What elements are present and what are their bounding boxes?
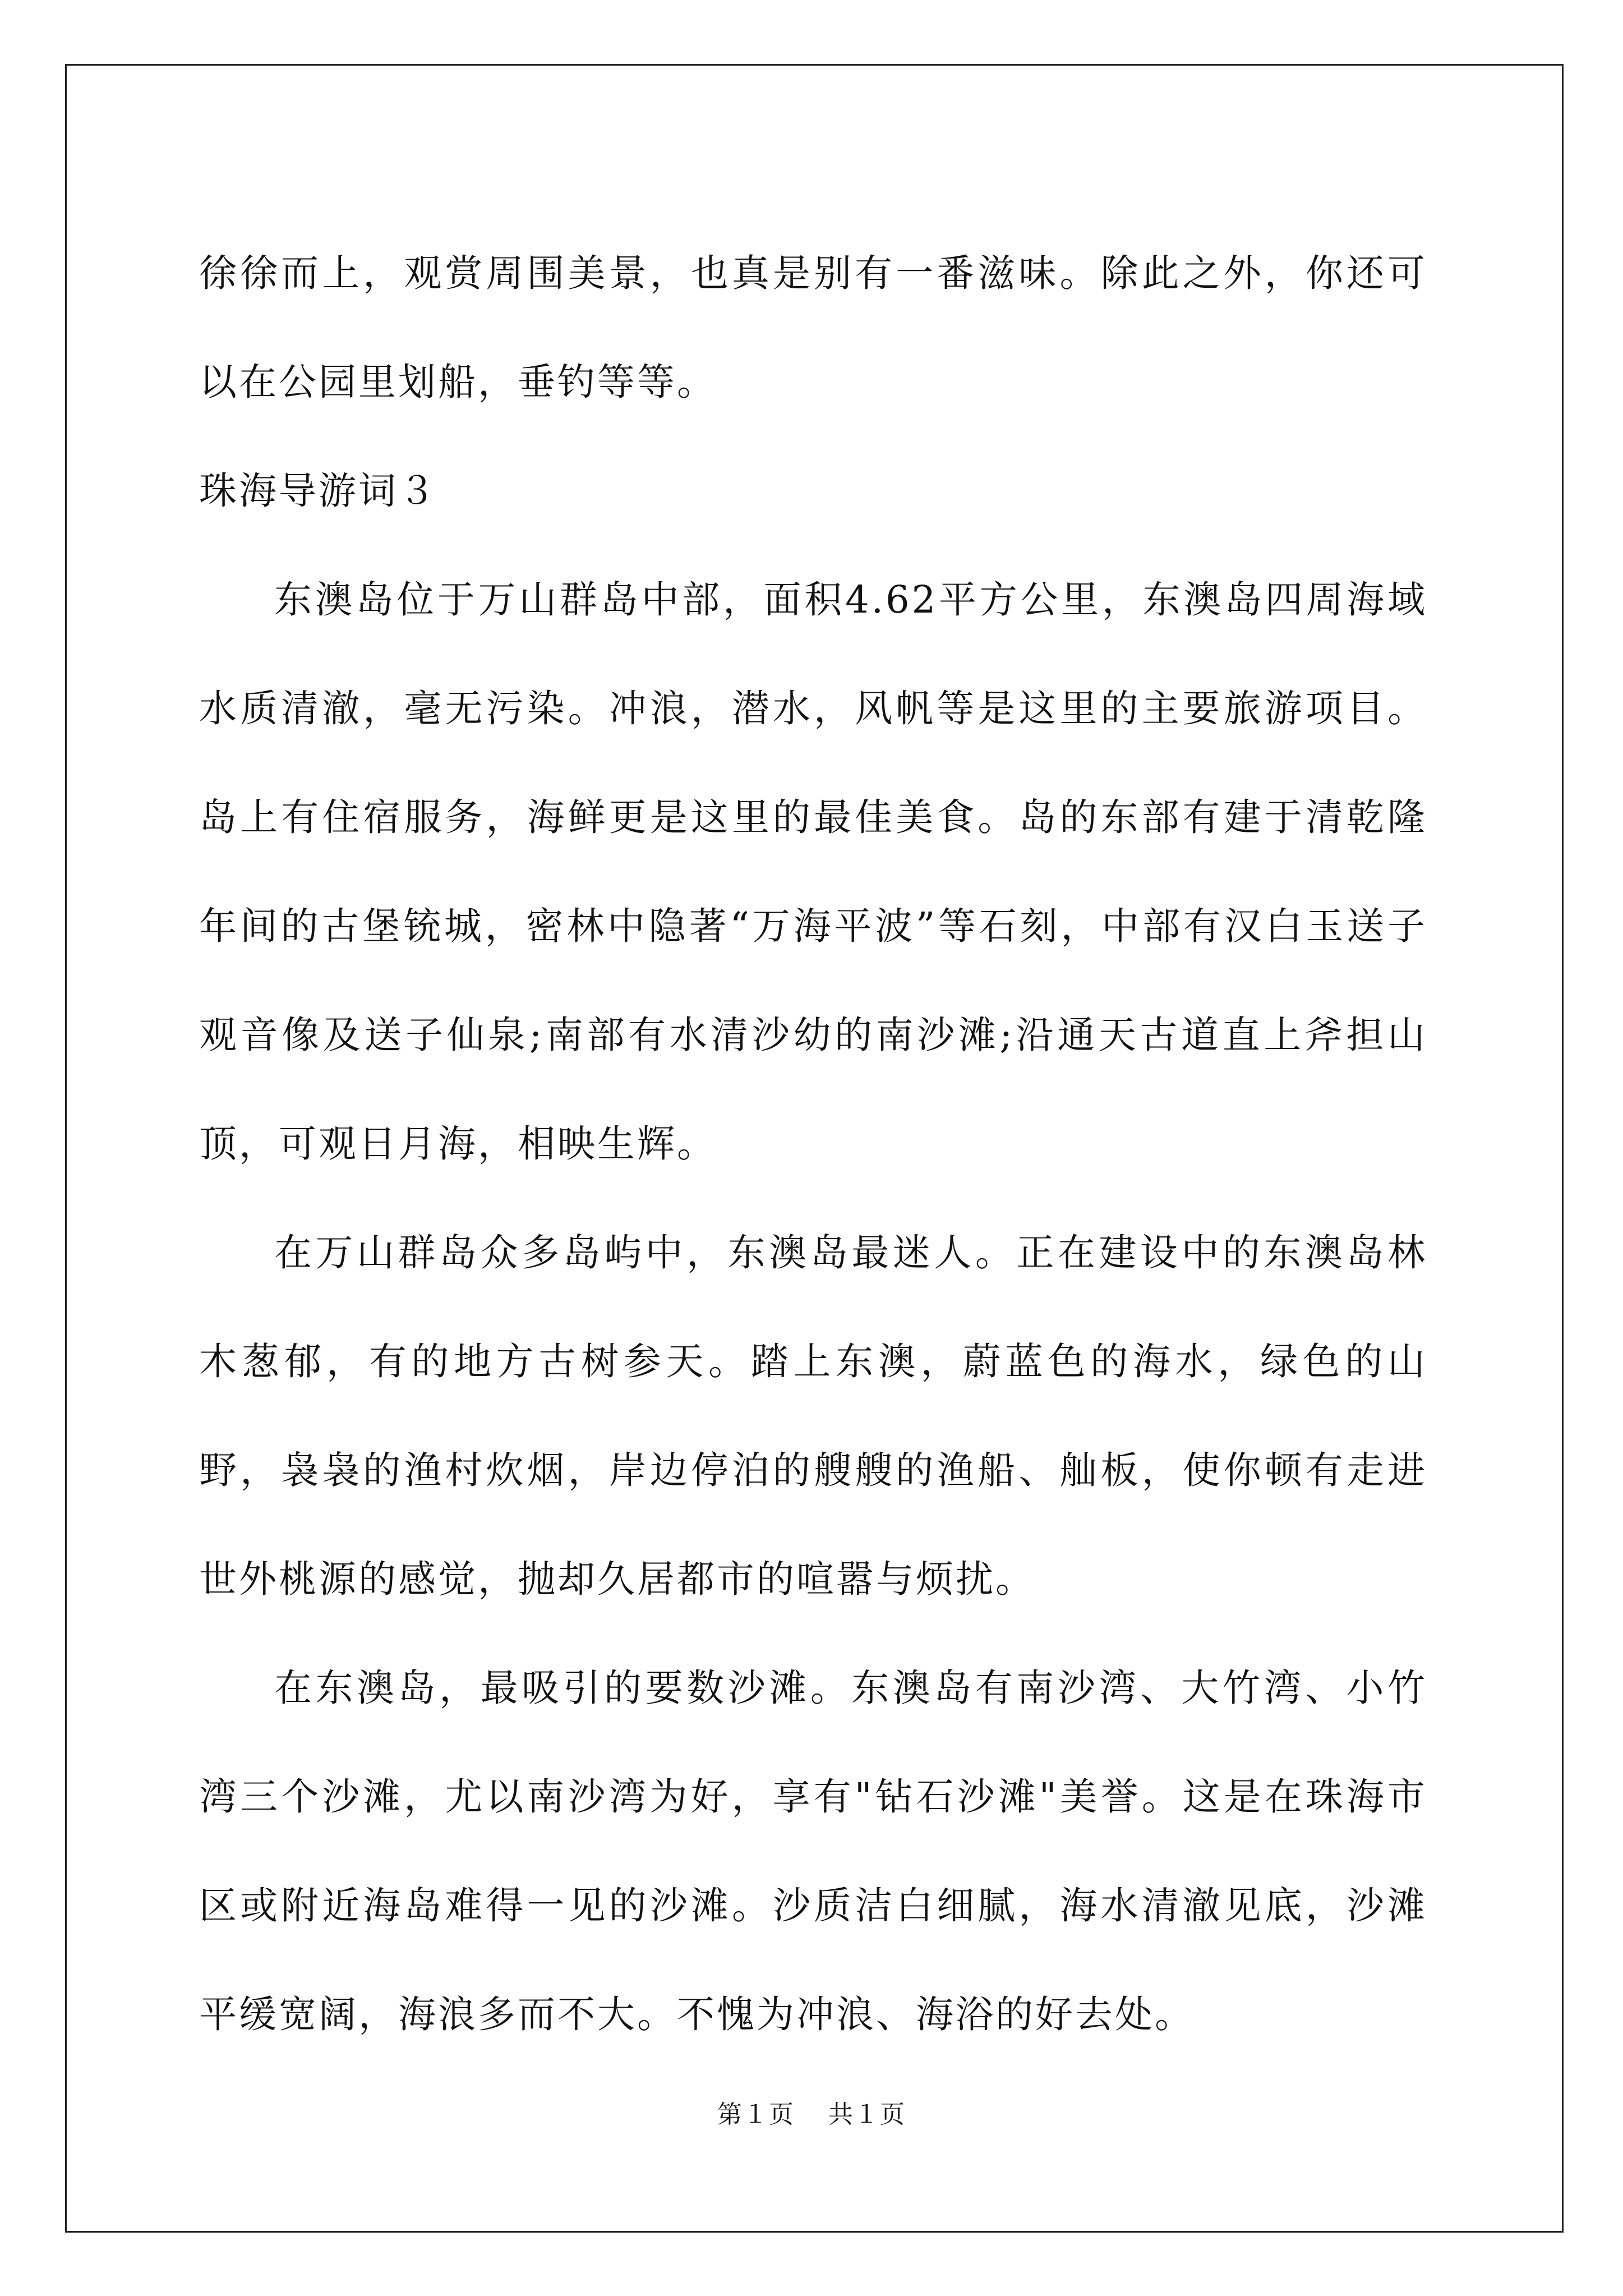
paragraph-continuation: 徐徐而上，观赏周围美景，也真是别有一番滋味。除此之外，你还可以在公园里划船，垂钓等等。 xyxy=(199,251,1427,404)
page-total: 共１页 xyxy=(828,2100,906,2129)
page-number: 第１页 xyxy=(717,2100,795,2129)
paragraph: 在东澳岛，最吸引的要数沙滩。东澳岛有南沙湾、大竹湾、小竹湾三个沙滩，尤以南沙湾为好，享有"钻石沙滩"美誉。这是在珠海市区或附近海岛难得一见的沙滩。沙质洁白细腻，海水清澈见底，沙滩平缓宽阔，海浪多而不大。不愧为冲浪、海浴的好去处。 xyxy=(199,1666,1427,2036)
paragraph: 东澳岛位于万山群岛中部，面积4.62平方公里，东澳岛四周海域水质清澈，毫无污染。冲浪，潜水，风帆等是这里的主要旅游项目。岛上有住宿服务，海鲜更是这里的最佳美食。岛的东部有建于清乾隆年间的古堡铳城，密林中隐著“万海平波”等石刻，中部有汉白玉送子观音像及送子仙泉;南部有水清沙幼的南沙滩;沿通天古道直上斧担山顶，可观日月海，相映生辉。 xyxy=(199,578,1427,1166)
paragraph: 在万山群岛众多岛屿中，东澳岛最迷人。正在建设中的东澳岛林木葱郁，有的地方古树参天。踏上东澳，蔚蓝色的海水，绿色的山野，袅袅的渔村炊烟，岸边停泊的艘艘的渔船、舢板，使你顿有走进世外桃源的感觉，抛却久居都市的喧嚣与烦扰。 xyxy=(199,1231,1427,1601)
document-body xyxy=(199,219,1427,2069)
page-footer xyxy=(0,2098,1623,2132)
section-heading: 珠海导游词３ xyxy=(199,469,438,513)
